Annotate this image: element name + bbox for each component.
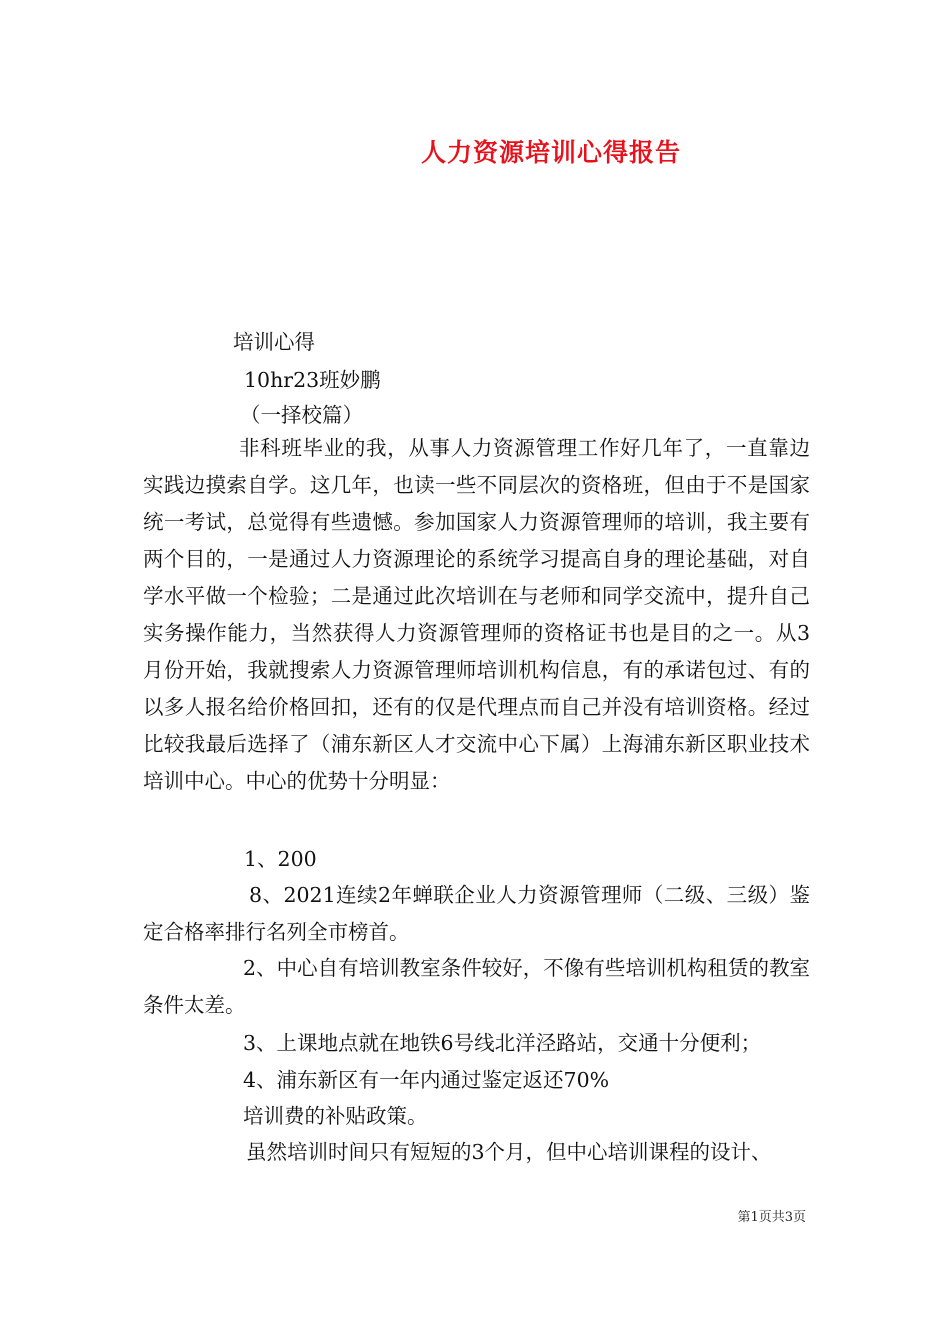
- document-title: 人力资源培训心得报告: [420, 138, 681, 167]
- page-number-footer: 第1页共3页: [737, 1210, 806, 1225]
- list-item-3: 3、上课地点就在地铁6号线北洋泾路站，交通十分便利；: [243, 1031, 762, 1055]
- body-paragraph-1: 非科班毕业的我，从事人力资源管理工作好几年了，一直靠边实践边摸索自学。这几年，也读一些不同层次的资格班，但由于不是国家统一考试，总觉得有些遗憾。参加国家人力资源管理师的培训，我主要有两个目的，一是通过人力资源理论的系统学习提高自身的理论基础，对自学水平做一个检验；二是通过此次培训在与老师和同学交流中，提升自己实务操作能力，当然获得人力资源管理师的资格证书也是目的之一。从3月份开始，我就搜索人力资源管理师培训机构信息，有的承诺包过、有的以多人报名给价格回扣，还有的仅是代理点而自己并没有培训资格。经过比较我最后选择了（浦东新区人才交流中心下属）上海浦东新区职业技术培训中心。中心的优势十分明显：: [143, 436, 810, 793]
- body-paragraph-last: 虽然培训时间只有短短的3个月，但中心培训课程的设计、: [246, 1140, 772, 1164]
- list-item-1-prefix: 1、200: [244, 847, 317, 871]
- list-item-2: 2、中心自有培训教室条件较好，不像有些培训机构租赁的教室条件太差。: [143, 956, 810, 1017]
- list-item-1: 8、2021连续2年蝉联企业人力资源管理师（二级、三级）鉴定合格率排行名列全市榜首。: [143, 883, 810, 944]
- author-line: 10hr23班妙鹏: [244, 368, 381, 392]
- list-item-4: 4、浦东新区有一年内通过鉴定返还70%: [243, 1068, 610, 1092]
- subtitle-line: （一择校篇）: [240, 403, 363, 427]
- section-heading: 培训心得: [233, 330, 315, 354]
- list-item-4-continued: 培训费的补贴政策。: [243, 1104, 428, 1128]
